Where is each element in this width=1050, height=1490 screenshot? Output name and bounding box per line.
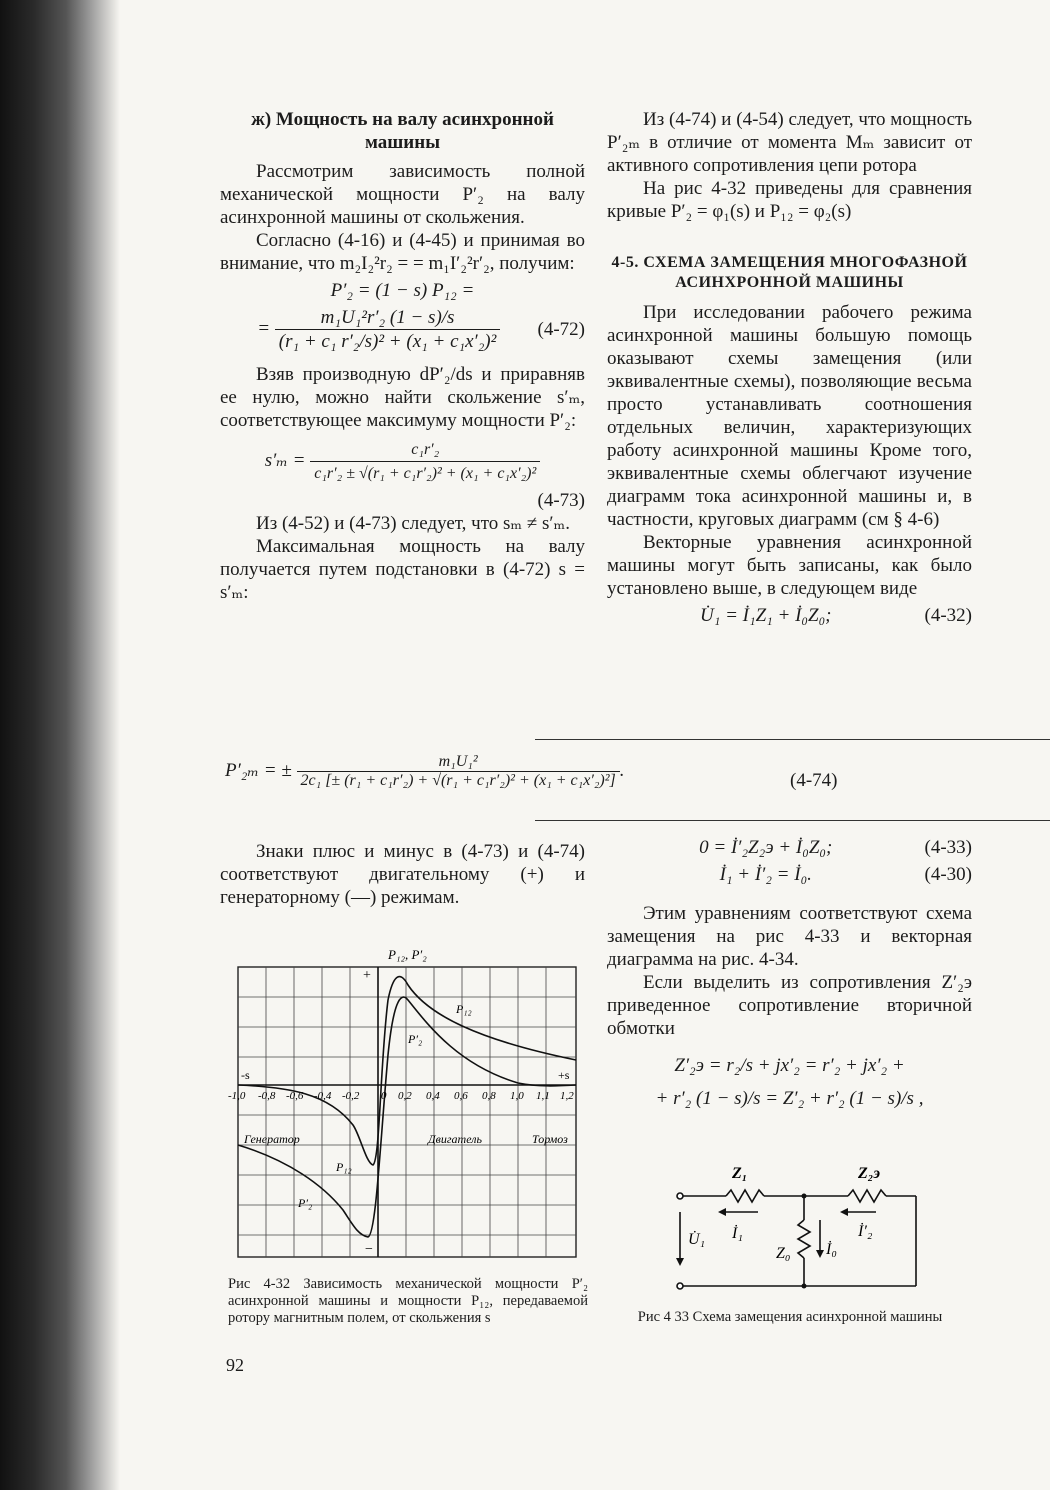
x-tick-label: -0,6: [286, 1090, 304, 1102]
equation-4-72-line1: P′₂ = (1 − s) P₁₂ =: [330, 280, 475, 301]
x-tick-label: 1,1: [536, 1090, 550, 1102]
x-tick-label: 0,6: [454, 1090, 468, 1102]
eq32-body: U̇₁ = İ₁Z₁ + İ₀Z₀;: [700, 605, 832, 626]
paragraph: Согласно (4-16) и (4-45) и принимая во внимание, что m₂I₂²r₂ = = m₁I′₂²r′₂, получим:: [220, 230, 585, 274]
equation-number: (4-74): [790, 770, 838, 791]
x-tick-label: -0,4: [314, 1090, 332, 1102]
section-heading-equivalent-circuit: 4-5. СХЕМА ЗАМЕЩЕНИЯ МНОГОФАЗНОЙ АСИНХРОННОЙ МАШИНЫ: [611, 254, 968, 291]
neg-s-label: -s: [241, 1068, 250, 1082]
paragraph: Максимальная мощность на валу получается путем подстановки в (4-72) s = s′ₘ:: [220, 536, 585, 603]
x-tick-labels: [228, 1090, 574, 1102]
axis-label-top: P₁₂, P′₂: [388, 947, 427, 962]
equation-4-73: [220, 438, 585, 485]
section-heading-shaft-power: ж) Мощность на валу асинхронной машины: [251, 109, 554, 153]
left-column-bottom: [220, 840, 585, 909]
figure-4-32: [228, 945, 588, 1327]
right-column-bottom: [607, 832, 972, 1114]
eq73-numerator: c₁r′₂: [310, 438, 540, 462]
arrow-i2: [840, 1208, 848, 1216]
plus-sign: +: [363, 968, 371, 983]
paragraph: Если выделить из сопротивления Z′₂э приведенное сопротивление вторичной обмотки: [607, 972, 972, 1039]
power-slip-graph: [228, 945, 588, 1265]
paragraph: Рассмотрим зависимость полной механической мощности P′₂ на валу асинхронной машины от скольжения.: [220, 161, 585, 228]
paragraph: Этим уравнениям соответствуют схема замещения на рис 4-33 и векторная диаграмма на рис. 4-34.: [607, 903, 972, 970]
eq72-denominator: (r₁ + c₁ r′₂/s)² + (x₁ + c₁x′₂)²: [278, 331, 497, 352]
equation-number: (4-32): [924, 605, 972, 626]
equation-4-74: P′₂ₘ = ± $\frac{\text{m₁U₁²}}{\text{2c₁ [± (r₁ + c₁r′₂) + √(r₁ + c₁r′₂)² + (x₁ + c₁x′₂)²]}}$ . (4-74): [225, 735, 865, 823]
eq30-body: İ₁ + İ′₂ = İ₀.: [719, 864, 812, 885]
eq33-body: 0 = İ′₂Z₂э + İ₀Z₀;: [699, 837, 833, 858]
eq72-numerator: m₁U₁²r′₂ (1 − s)/s: [275, 306, 501, 330]
equation-number: (4-73): [537, 490, 585, 511]
paragraph: Из (4-52) и (4-73) следует, что sₘ ≠ s′ₘ.: [256, 513, 570, 534]
x-tick-label: -1,0: [228, 1090, 246, 1102]
figure-caption: Рис 4 33 Схема замещения асинхронной машины: [637, 1309, 943, 1325]
arrow-i1: [718, 1208, 726, 1216]
x-tick-label: 0,4: [426, 1090, 440, 1102]
label-z0: Z₀: [776, 1245, 791, 1262]
paragraph: На рис 4-32 приведены для сравнения кривые P′₂ = φ₁(s) и P₁₂ = φ₂(s): [607, 178, 972, 222]
equation-4-32: [607, 604, 972, 627]
minus-sign: −: [365, 1242, 373, 1257]
x-tick-label: 0,8: [482, 1090, 496, 1102]
page-number: 92: [226, 1355, 244, 1375]
label-u1: U̇₁: [688, 1231, 706, 1248]
junction-dot: [802, 1284, 807, 1289]
equation-number: (4-72): [537, 319, 585, 340]
figure-4-33: [608, 1150, 972, 1326]
eq74-denominator: 2c₁ [± (r₁ + c₁r′₂) + √(r₁ + c₁r′₂)² + (x₁ + c₁x′₂)²]: [300, 772, 616, 789]
equation-number: (4-30): [924, 864, 972, 885]
paragraph: Знаки плюс и минус в (4-73) и (4-74) соответствуют двигательному (+) и генераторному (—) режимам.: [220, 841, 585, 908]
paragraph: Из (4-74) и (4-54) следует, что мощность P′₂ₘ в отличие от момента Mₘ зависит от активного сопротивления цепи ротора: [607, 109, 972, 176]
label-i2: İ′₂: [858, 1223, 873, 1240]
paragraph: Взяв производную dP′₂/ds и приравняв ее нулю, можно найти скольжение s′ₘ, соответствующее максимуму мощности P′₂:: [220, 364, 585, 431]
x-tick-label: 1,0: [510, 1090, 524, 1102]
arrow-u1: [676, 1258, 684, 1266]
right-column: [607, 108, 972, 631]
eq74-lhs: P′₂ₘ = ±: [225, 759, 292, 781]
curve-label-p2: P′₂: [408, 1032, 423, 1046]
region-motor: Двигатель: [428, 1132, 482, 1146]
x-tick-label: 0,2: [398, 1090, 412, 1102]
region-brake: Тормоз: [532, 1132, 568, 1146]
x-tick-label: 0: [381, 1090, 387, 1102]
label-i1: İ₁: [732, 1225, 743, 1242]
left-column: [220, 108, 585, 604]
junction-dot: [802, 1194, 807, 1199]
eq74-numerator: m₁U₁²: [297, 753, 620, 772]
curve-p2: [238, 997, 576, 1237]
figure-caption: Рис 4-32 Зависимость механической мощности P′₂ асинхронной машины и мощности P₁₂, передаваемой ротору магнитным полем, от скольжения s: [228, 1276, 588, 1326]
paragraph: При исследовании рабочего режима асинхронной машины большую помощь оказывают схемы замещения (или эквивалентные схемы), позволяющие весьма просто устанавливать соотношения отдельных величин, характеризующих работу асинхронной машины Кроме того, эквивалентные схемы облегчают изучение диаграмм тока асинхронной машины и, в частности, круговых диаграмм (см § 4-6): [607, 302, 972, 530]
label-z1: Z₁: [732, 1165, 748, 1182]
equivalent-circuit: [608, 1150, 972, 1300]
equation-z2e-line1: Z′₂э = r₂/s + jx′₂ = r′₂ + jx′₂ +: [674, 1055, 905, 1076]
eq73-denominator: c₁r′₂ ± √(r₁ + c₁r′₂)² + (x₁ + c₁x′₂)²: [314, 465, 537, 482]
curve-label-p12: P₁₂: [456, 1002, 472, 1016]
eq73-lhs: s′ₘ =: [264, 449, 306, 471]
label-i0: İ₀: [826, 1241, 837, 1258]
book-binding-shadow: [0, 0, 120, 1490]
equation-4-30: [607, 863, 972, 886]
paragraph: Векторные уравнения асинхронной машины могут быть записаны, как было установлено выше, в следующем виде: [607, 532, 972, 599]
x-tick-label: -0,8: [258, 1090, 276, 1102]
arrow-i0: [816, 1250, 824, 1258]
label-z2e: Z₂э: [858, 1165, 880, 1182]
x-tick-label: 1,2: [560, 1090, 574, 1102]
curve-label-p12-neg: P₁₂: [336, 1160, 352, 1174]
curve-label-p2-neg: P′₂: [298, 1196, 313, 1210]
equation-z2e-line2: + r′₂ (1 − s)/s = Z′₂ + r′₂ (1 − s)/s ,: [655, 1088, 924, 1109]
equation-number: (4-33): [924, 837, 972, 858]
x-tick-label: -0,2: [342, 1090, 360, 1102]
region-generator: Генератор: [244, 1132, 300, 1146]
pos-s-label: +s: [558, 1068, 570, 1082]
equation-4-72: = $\frac{\text{m₁U₁²r′₂ (1 − s)/s}}{\text{(r₁ + c₁ r′₂/s)² + (x₁ + c₁x′₂)²}}$ (4-72): [257, 307, 585, 352]
equation-4-33: [607, 836, 972, 859]
